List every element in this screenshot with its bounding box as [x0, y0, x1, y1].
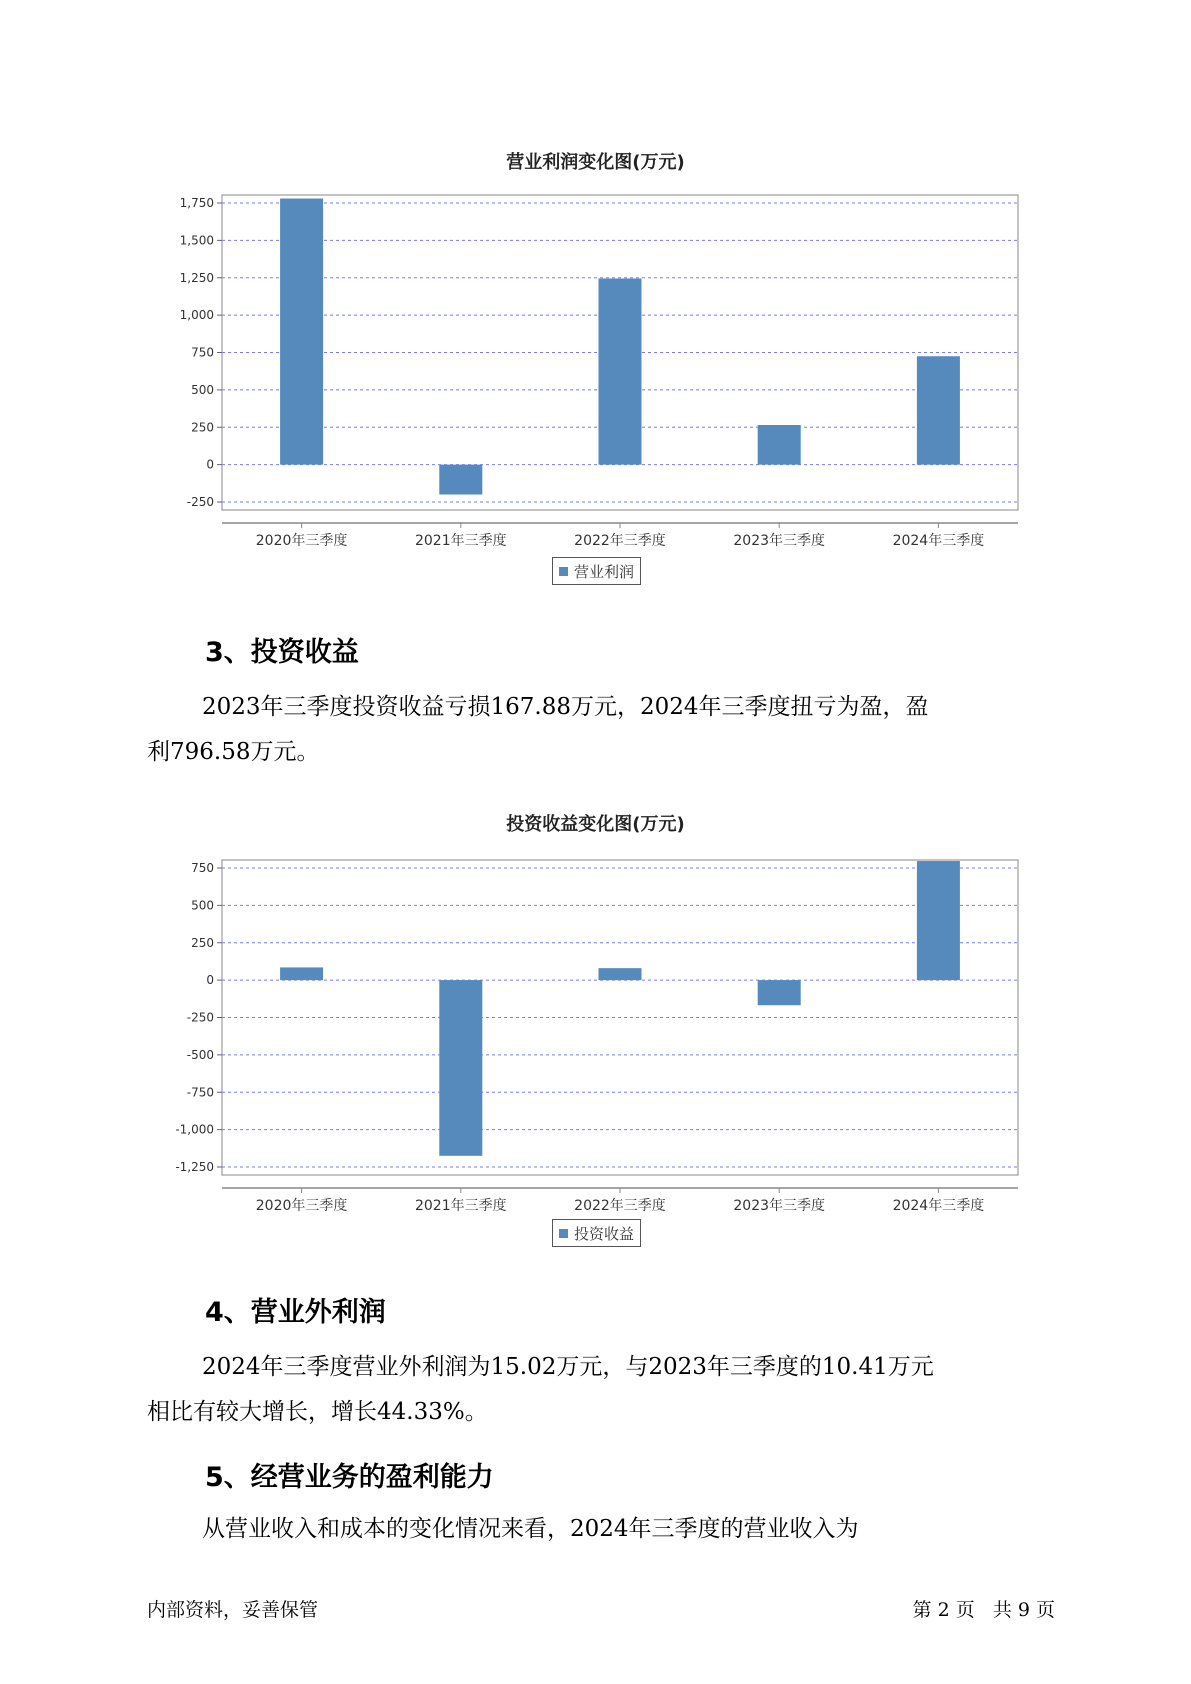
y-tick-label: -250: [186, 1010, 214, 1025]
operating-profit-chart: [0, 180, 1191, 550]
y-tick-label: -1,250: [175, 1160, 214, 1174]
x-tick-label: 2020年三季度: [255, 1198, 348, 1214]
y-tick-label: 0: [206, 973, 214, 988]
bar: [439, 465, 482, 495]
investment-income-chart: [0, 845, 1191, 1215]
section-3-paragraph: [147, 685, 1047, 775]
chart-1-legend-label: 营业利润: [574, 562, 635, 581]
bar: [280, 967, 323, 980]
x-tick-label: 2023年三季度: [733, 533, 826, 549]
bar: [280, 199, 323, 465]
bar: [439, 980, 482, 1156]
x-tick-label: 2021年三季度: [414, 533, 507, 549]
y-tick-label: 500: [191, 898, 214, 913]
x-tick-label: 2021年三季度: [414, 1198, 507, 1214]
bar: [917, 861, 960, 980]
legend-swatch: [559, 567, 568, 576]
section-5-paragraph: [147, 1507, 1047, 1552]
chart-1-title: 营业利润变化图(万元): [506, 152, 685, 173]
paragraph-line: 从营业收入和成本的变化情况来看，2024年三季度的营业收入为: [202, 1516, 859, 1542]
y-tick-label: 250: [191, 420, 214, 435]
footer-page-number: 第 2 页 共 9 页: [912, 1599, 1055, 1621]
legend-swatch: [559, 1229, 568, 1238]
bar: [758, 425, 801, 465]
section-3-heading: 3、投资收益: [205, 637, 359, 668]
y-tick-label: 1,250: [179, 270, 214, 285]
y-tick-label: 500: [191, 382, 214, 397]
y-tick-label: 1,000: [179, 308, 214, 323]
y-tick-label: 250: [191, 935, 214, 950]
paragraph-line: 相比有较大增长，增长44.33%。: [147, 1399, 488, 1425]
section-4-heading: 4、营业外利润: [205, 1297, 386, 1328]
x-tick-label: 2023年三季度: [733, 1198, 826, 1214]
x-tick-label: 2024年三季度: [892, 533, 985, 549]
y-tick-label: -250: [186, 495, 214, 509]
y-tick-label: 1,750: [179, 196, 214, 210]
section-5-heading: 5、经营业务的盈利能力: [205, 1462, 494, 1493]
bar: [599, 278, 642, 464]
x-tick-label: 2024年三季度: [892, 1198, 985, 1214]
chart-2-legend-label: 投资收益: [574, 1224, 635, 1243]
paragraph-line: 利796.58万元。: [147, 739, 320, 765]
y-tick-label: -500: [186, 1047, 214, 1062]
x-tick-label: 2020年三季度: [255, 533, 348, 549]
y-tick-label: 750: [191, 345, 214, 360]
bar: [758, 980, 801, 1005]
x-tick-label: 2022年三季度: [574, 1198, 666, 1214]
chart-2-title: 投资收益变化图(万元): [506, 814, 685, 835]
chart-1-legend: [552, 557, 641, 585]
paragraph-line: 2024年三季度营业外利润为15.02万元，与2023年三季度的10.41万元: [202, 1354, 934, 1380]
paragraph-line: 2023年三季度投资收益亏损167.88万元，2024年三季度扭亏为盈，盈: [202, 694, 929, 720]
y-tick-label: -1,000: [175, 1122, 214, 1137]
chart-2-legend: [552, 1219, 641, 1247]
x-tick-label: 2022年三季度: [574, 533, 666, 549]
bar: [917, 356, 960, 464]
bar: [599, 968, 642, 980]
y-tick-label: 1,500: [179, 233, 214, 248]
y-tick-label: 0: [206, 457, 214, 472]
section-4-paragraph: [147, 1345, 1047, 1435]
footer-confidential: 内部资料，妥善保管: [147, 1599, 319, 1621]
y-tick-label: -750: [186, 1085, 214, 1100]
y-tick-label: 750: [191, 861, 214, 875]
